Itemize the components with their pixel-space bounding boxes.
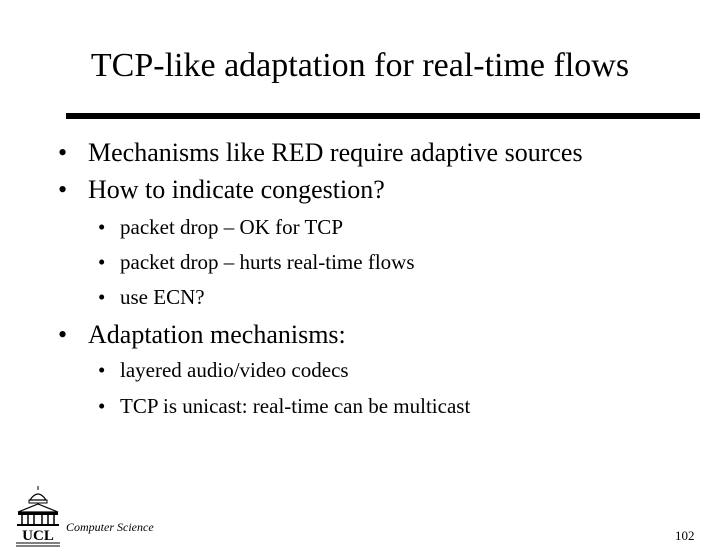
bullet-text: Adaptation mechanisms: [88,320,346,349]
sub-bullet-item [98,358,349,383]
bullet-item [58,320,346,350]
sub-bullet-text: layered audio/video codecs [120,358,349,382]
sub-bullet-text: packet drop – hurts real-time flows [120,250,415,274]
bullet-marker: • [58,138,68,167]
bullet-marker: • [98,215,106,239]
bullet-marker: • [98,394,106,418]
bullet-marker: • [98,250,106,274]
svg-text:UCL: UCL [22,528,54,544]
sub-bullet-text: TCP is unicast: real-time can be multicast [120,394,471,418]
page-number: 102 [675,528,695,543]
bullet-text: Mechanisms like RED require adaptive sources [88,138,583,167]
sub-bullet-item [98,394,470,419]
bullet-marker: • [98,285,106,309]
bullet-marker: • [58,175,68,204]
bullet-marker: • [98,358,106,382]
bullet-item [58,138,583,168]
department-label: Computer Science [66,520,154,534]
bullet-item [58,175,385,205]
slide-title: TCP-like adaptation for real-time flows [90,47,630,84]
sub-bullet-item [98,250,415,275]
sub-bullet-item [98,285,205,310]
sub-bullet-text: use ECN? [120,285,205,309]
bullet-marker: • [58,320,68,349]
ucl-logo-icon [14,484,62,548]
sub-bullet-item [98,215,343,240]
sub-bullet-text: packet drop – OK for TCP [120,215,343,239]
bullet-text: How to indicate congestion? [88,175,385,204]
title-divider [66,113,700,119]
